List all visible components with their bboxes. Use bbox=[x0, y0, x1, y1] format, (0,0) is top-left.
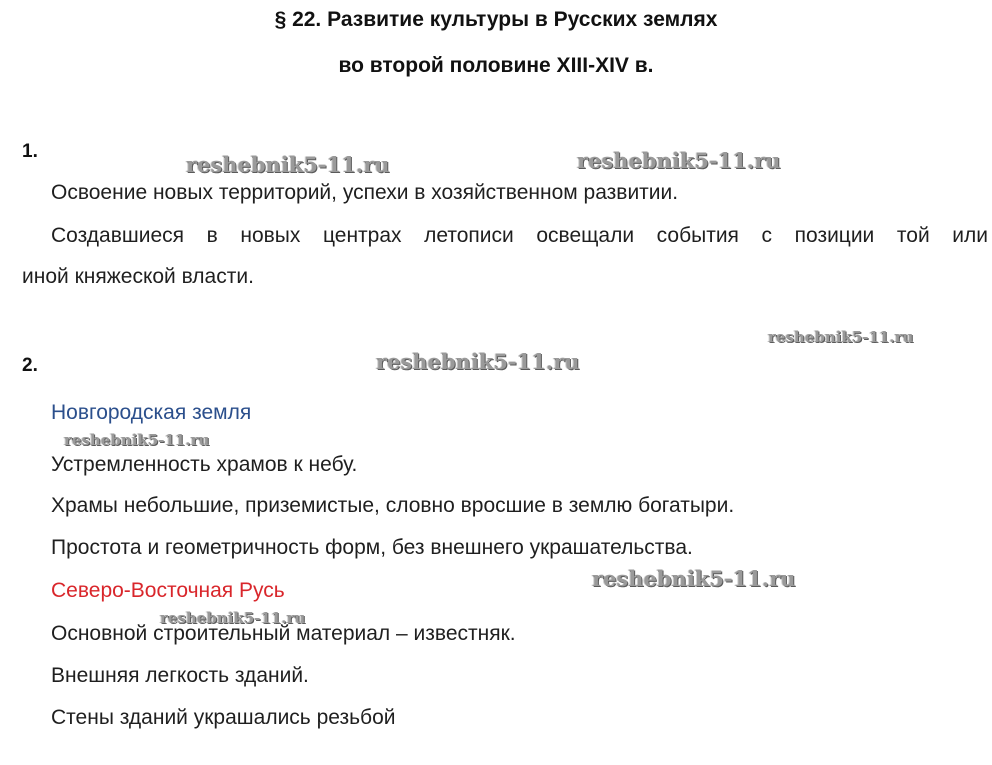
region-northeast-item-2: Внешняя легкость зданий. bbox=[51, 664, 309, 687]
section-1-line-3: иной княжеской власти. bbox=[22, 265, 254, 288]
watermark: reshebnik5-11.ru bbox=[64, 431, 210, 449]
section-2-number: 2. bbox=[22, 355, 38, 376]
watermark: reshebnik5-11.ru bbox=[592, 566, 796, 591]
region-northeast-item-3: Стены зданий украшались резьбой bbox=[51, 706, 396, 729]
section-1-number: 1. bbox=[22, 141, 38, 162]
region-northeast-heading: Северо-Восточная Русь bbox=[51, 579, 285, 602]
page-title-line-1: § 22. Развитие культуры в Русских землях bbox=[274, 8, 718, 31]
page-title-line-2: во второй половине XIII-XIV в. bbox=[338, 54, 654, 77]
region-northeast-item-1: Основной строительный материал – известняк. bbox=[51, 622, 516, 645]
watermark: reshebnik5-11.ru bbox=[768, 328, 914, 346]
region-novgorod-item-1: Устремленность храмов к небу. bbox=[51, 453, 358, 476]
watermark: reshebnik5-11.ru bbox=[577, 148, 781, 173]
section-1-line-2: Создавшиеся в новых центрах летописи освещали события с позиции той или bbox=[51, 224, 988, 247]
region-novgorod-item-3: Простота и геометричность форм, без внешнего украшательства. bbox=[51, 536, 693, 559]
watermark: reshebnik5-11.ru bbox=[186, 152, 390, 177]
region-novgorod-heading: Новгородская земля bbox=[51, 401, 252, 424]
region-novgorod-item-2: Храмы небольшие, приземистые, словно вросшие в землю богатыри. bbox=[51, 494, 735, 517]
watermark: reshebnik5-11.ru bbox=[376, 349, 580, 374]
watermark: reshebnik5-11.ru bbox=[160, 609, 306, 627]
section-1-line-1: Освоение новых территорий, успехи в хозяйственном развитии. bbox=[51, 181, 679, 204]
